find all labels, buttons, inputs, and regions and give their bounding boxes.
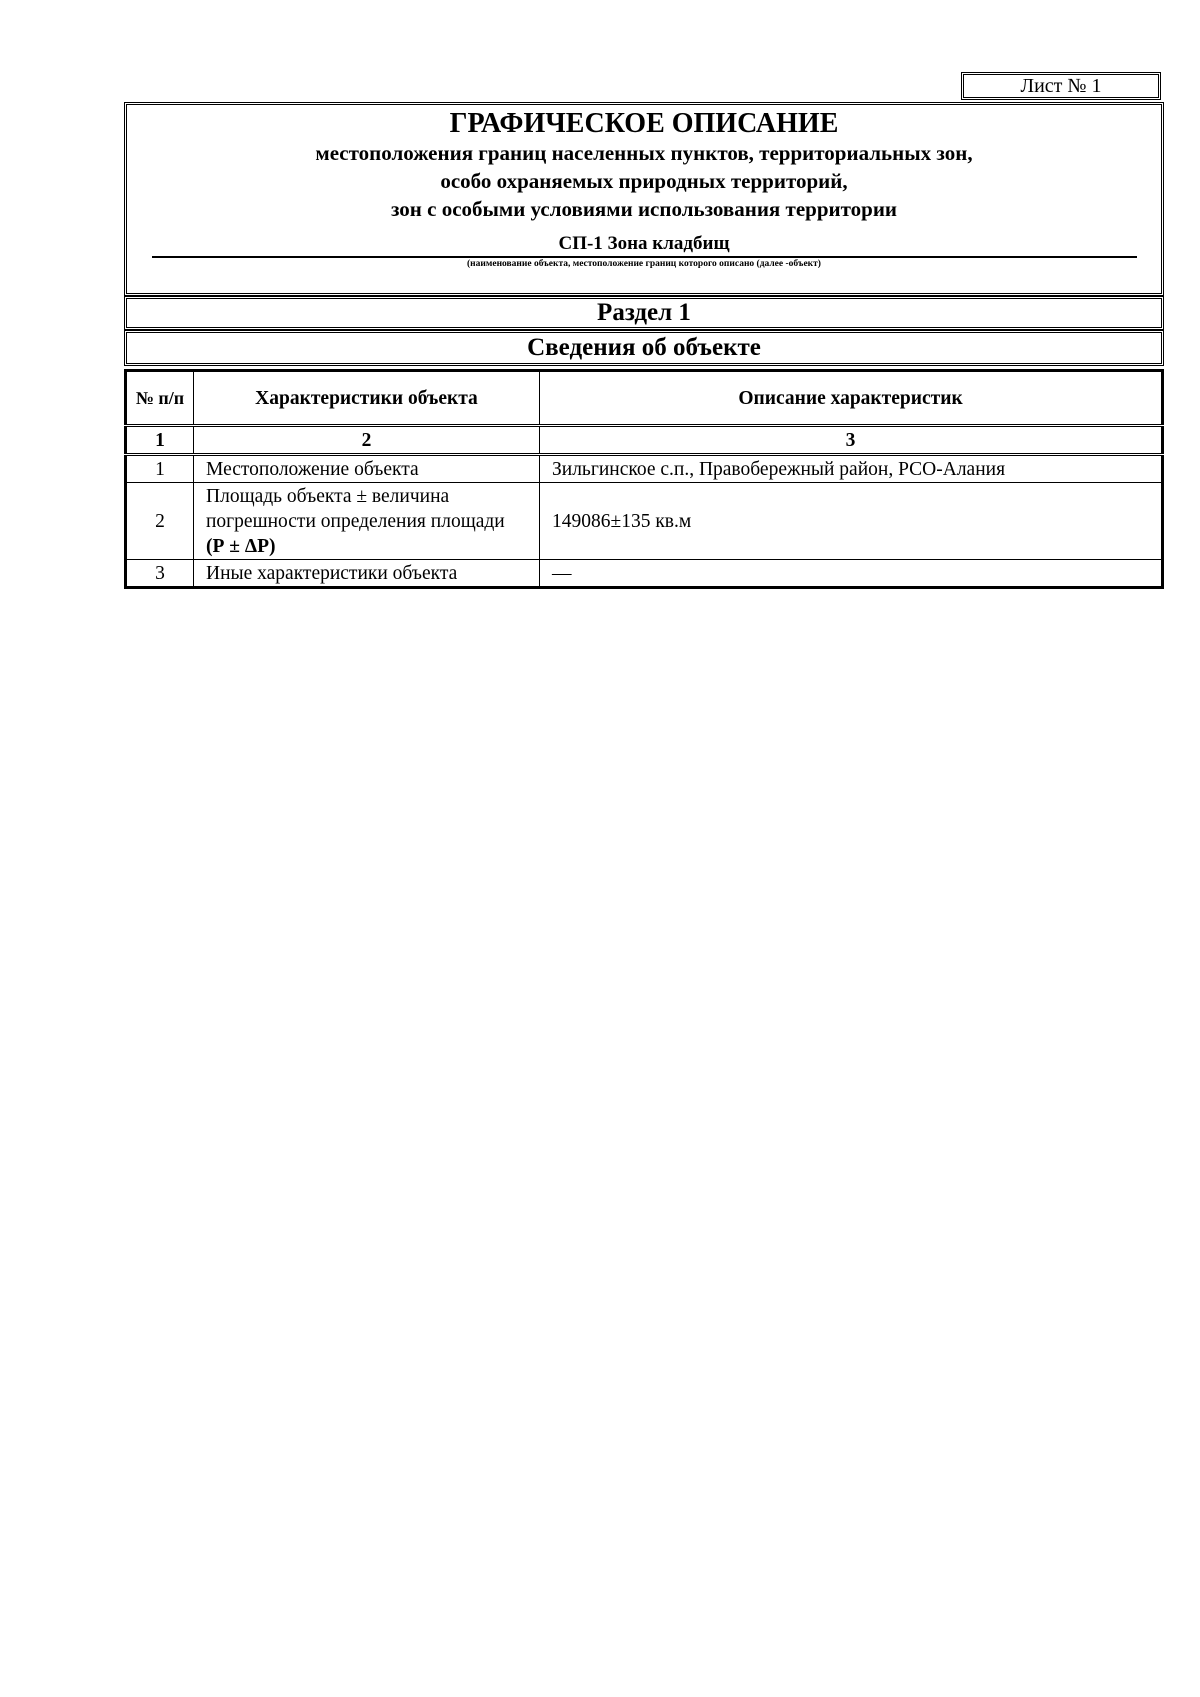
sheet-number: Лист № 1: [961, 72, 1161, 100]
row-number: 1: [126, 455, 194, 483]
row-characteristic: Иные характеристики объекта: [194, 560, 540, 588]
object-name-caption: (наименование объекта, местоположение границ которого описано (далее -объект): [467, 259, 821, 269]
row-description: 149086±135 кв.м: [540, 483, 1163, 560]
table-header-row: [126, 371, 1163, 426]
document-subtitle-line-1: местоположения границ населенных пунктов, территориальных зон,: [315, 141, 973, 165]
row-number: 2: [126, 483, 194, 560]
table-row: [126, 483, 1163, 560]
table-row: [126, 455, 1163, 483]
document-subtitle-line-2: особо охраняемых природных территорий,: [440, 169, 848, 193]
section-title: Раздел 1: [124, 296, 1164, 330]
row-description: —: [540, 560, 1163, 588]
header-characteristic: Характеристики объекта: [194, 371, 540, 426]
title-block: [124, 102, 1164, 296]
document-title: ГРАФИЧЕСКОЕ ОПИСАНИЕ: [449, 108, 839, 139]
section-subtitle: Сведения об объекте: [124, 330, 1164, 366]
row-characteristic-formula: (Р ± ΔР): [206, 535, 276, 557]
header-description: Описание характеристик: [540, 371, 1163, 426]
row-characteristic: [194, 483, 540, 560]
row-characteristic-text: Площадь объекта ± величина погрешности определения площади: [206, 485, 505, 532]
header-number: № п/п: [126, 371, 194, 426]
row-characteristic: Местоположение объекта: [194, 455, 540, 483]
object-name: СП-1 Зона кладбищ: [558, 233, 730, 254]
row-description: Зильгинское с.п., Правобережный район, РСО-Алания: [540, 455, 1163, 483]
table-row: [126, 560, 1163, 588]
column-number-3: 3: [540, 426, 1163, 455]
column-numbers-row: [126, 426, 1163, 455]
document-subtitle-line-3: зон с особыми условиями использования территории: [390, 197, 898, 221]
row-number: 3: [126, 560, 194, 588]
column-number-1: 1: [126, 426, 194, 455]
column-number-2: 2: [194, 426, 540, 455]
characteristics-table: [124, 369, 1164, 589]
